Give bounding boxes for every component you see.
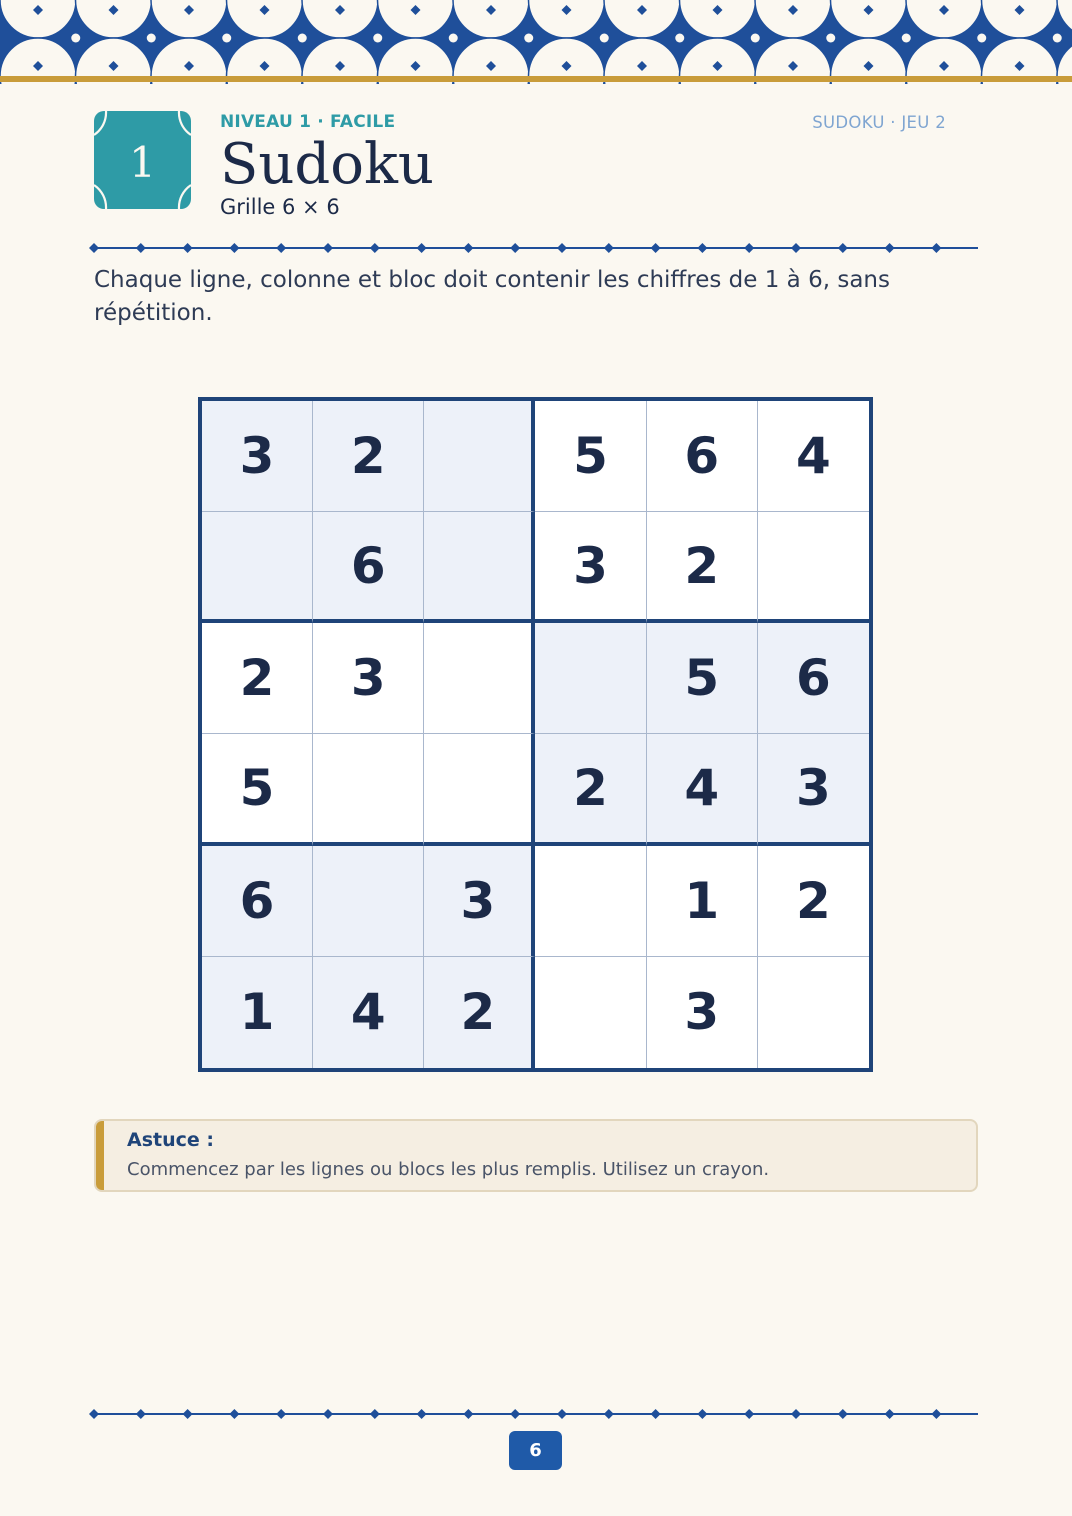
tip-box [94, 1119, 978, 1192]
given-cell: 1 [647, 846, 758, 957]
empty-cell[interactable] [535, 846, 646, 957]
given-cell: 2 [647, 512, 758, 623]
empty-cell[interactable] [424, 401, 535, 512]
series-label: SUDOKU · JEU 2 [812, 113, 946, 132]
page-title: Sudoku [220, 132, 434, 197]
page-number: 6 [509, 1431, 562, 1470]
tip-title: Astuce : [127, 1129, 214, 1151]
given-cell: 2 [535, 734, 646, 845]
decorative-header-pattern [0, 0, 1072, 84]
given-cell: 3 [424, 846, 535, 957]
given-cell: 3 [647, 957, 758, 1068]
sudoku-grid [198, 397, 873, 1072]
given-cell: 3 [202, 401, 313, 512]
given-cell: 4 [313, 957, 424, 1068]
given-cell: 2 [313, 401, 424, 512]
tip-accent-bar [96, 1121, 104, 1190]
given-cell: 6 [758, 623, 869, 734]
empty-cell[interactable] [202, 512, 313, 623]
empty-cell[interactable] [758, 957, 869, 1068]
level-label: NIVEAU 1 · FACILE [220, 112, 396, 132]
given-cell: 4 [758, 401, 869, 512]
given-cell: 5 [535, 401, 646, 512]
empty-cell[interactable] [535, 623, 646, 734]
given-cell: 4 [647, 734, 758, 845]
given-cell: 3 [758, 734, 869, 845]
given-cell: 6 [647, 401, 758, 512]
given-cell: 5 [647, 623, 758, 734]
given-cell: 5 [202, 734, 313, 845]
given-cell: 2 [424, 957, 535, 1068]
page-subtitle: Grille 6 × 6 [220, 195, 340, 219]
level-badge [94, 111, 191, 209]
empty-cell[interactable] [424, 734, 535, 845]
empty-cell[interactable] [758, 512, 869, 623]
given-cell: 3 [535, 512, 646, 623]
empty-cell[interactable] [424, 623, 535, 734]
badge-number: 1 [129, 138, 156, 187]
empty-cell[interactable] [424, 512, 535, 623]
empty-cell[interactable] [535, 957, 646, 1068]
given-cell: 2 [758, 846, 869, 957]
given-cell: 2 [202, 623, 313, 734]
divider-top [86, 240, 982, 256]
given-cell: 6 [313, 512, 424, 623]
instructions-text: Chaque ligne, colonne et bloc doit contenir les chiffres de 1 à 6, sans répétition. [94, 267, 890, 326]
empty-cell[interactable] [313, 846, 424, 957]
given-cell: 1 [202, 957, 313, 1068]
given-cell: 3 [313, 623, 424, 734]
tip-text: Commencez par les lignes ou blocs les plus remplis. Utilisez un crayon. [127, 1159, 770, 1180]
divider-bottom [86, 1406, 982, 1422]
empty-cell[interactable] [313, 734, 424, 845]
given-cell: 6 [202, 846, 313, 957]
